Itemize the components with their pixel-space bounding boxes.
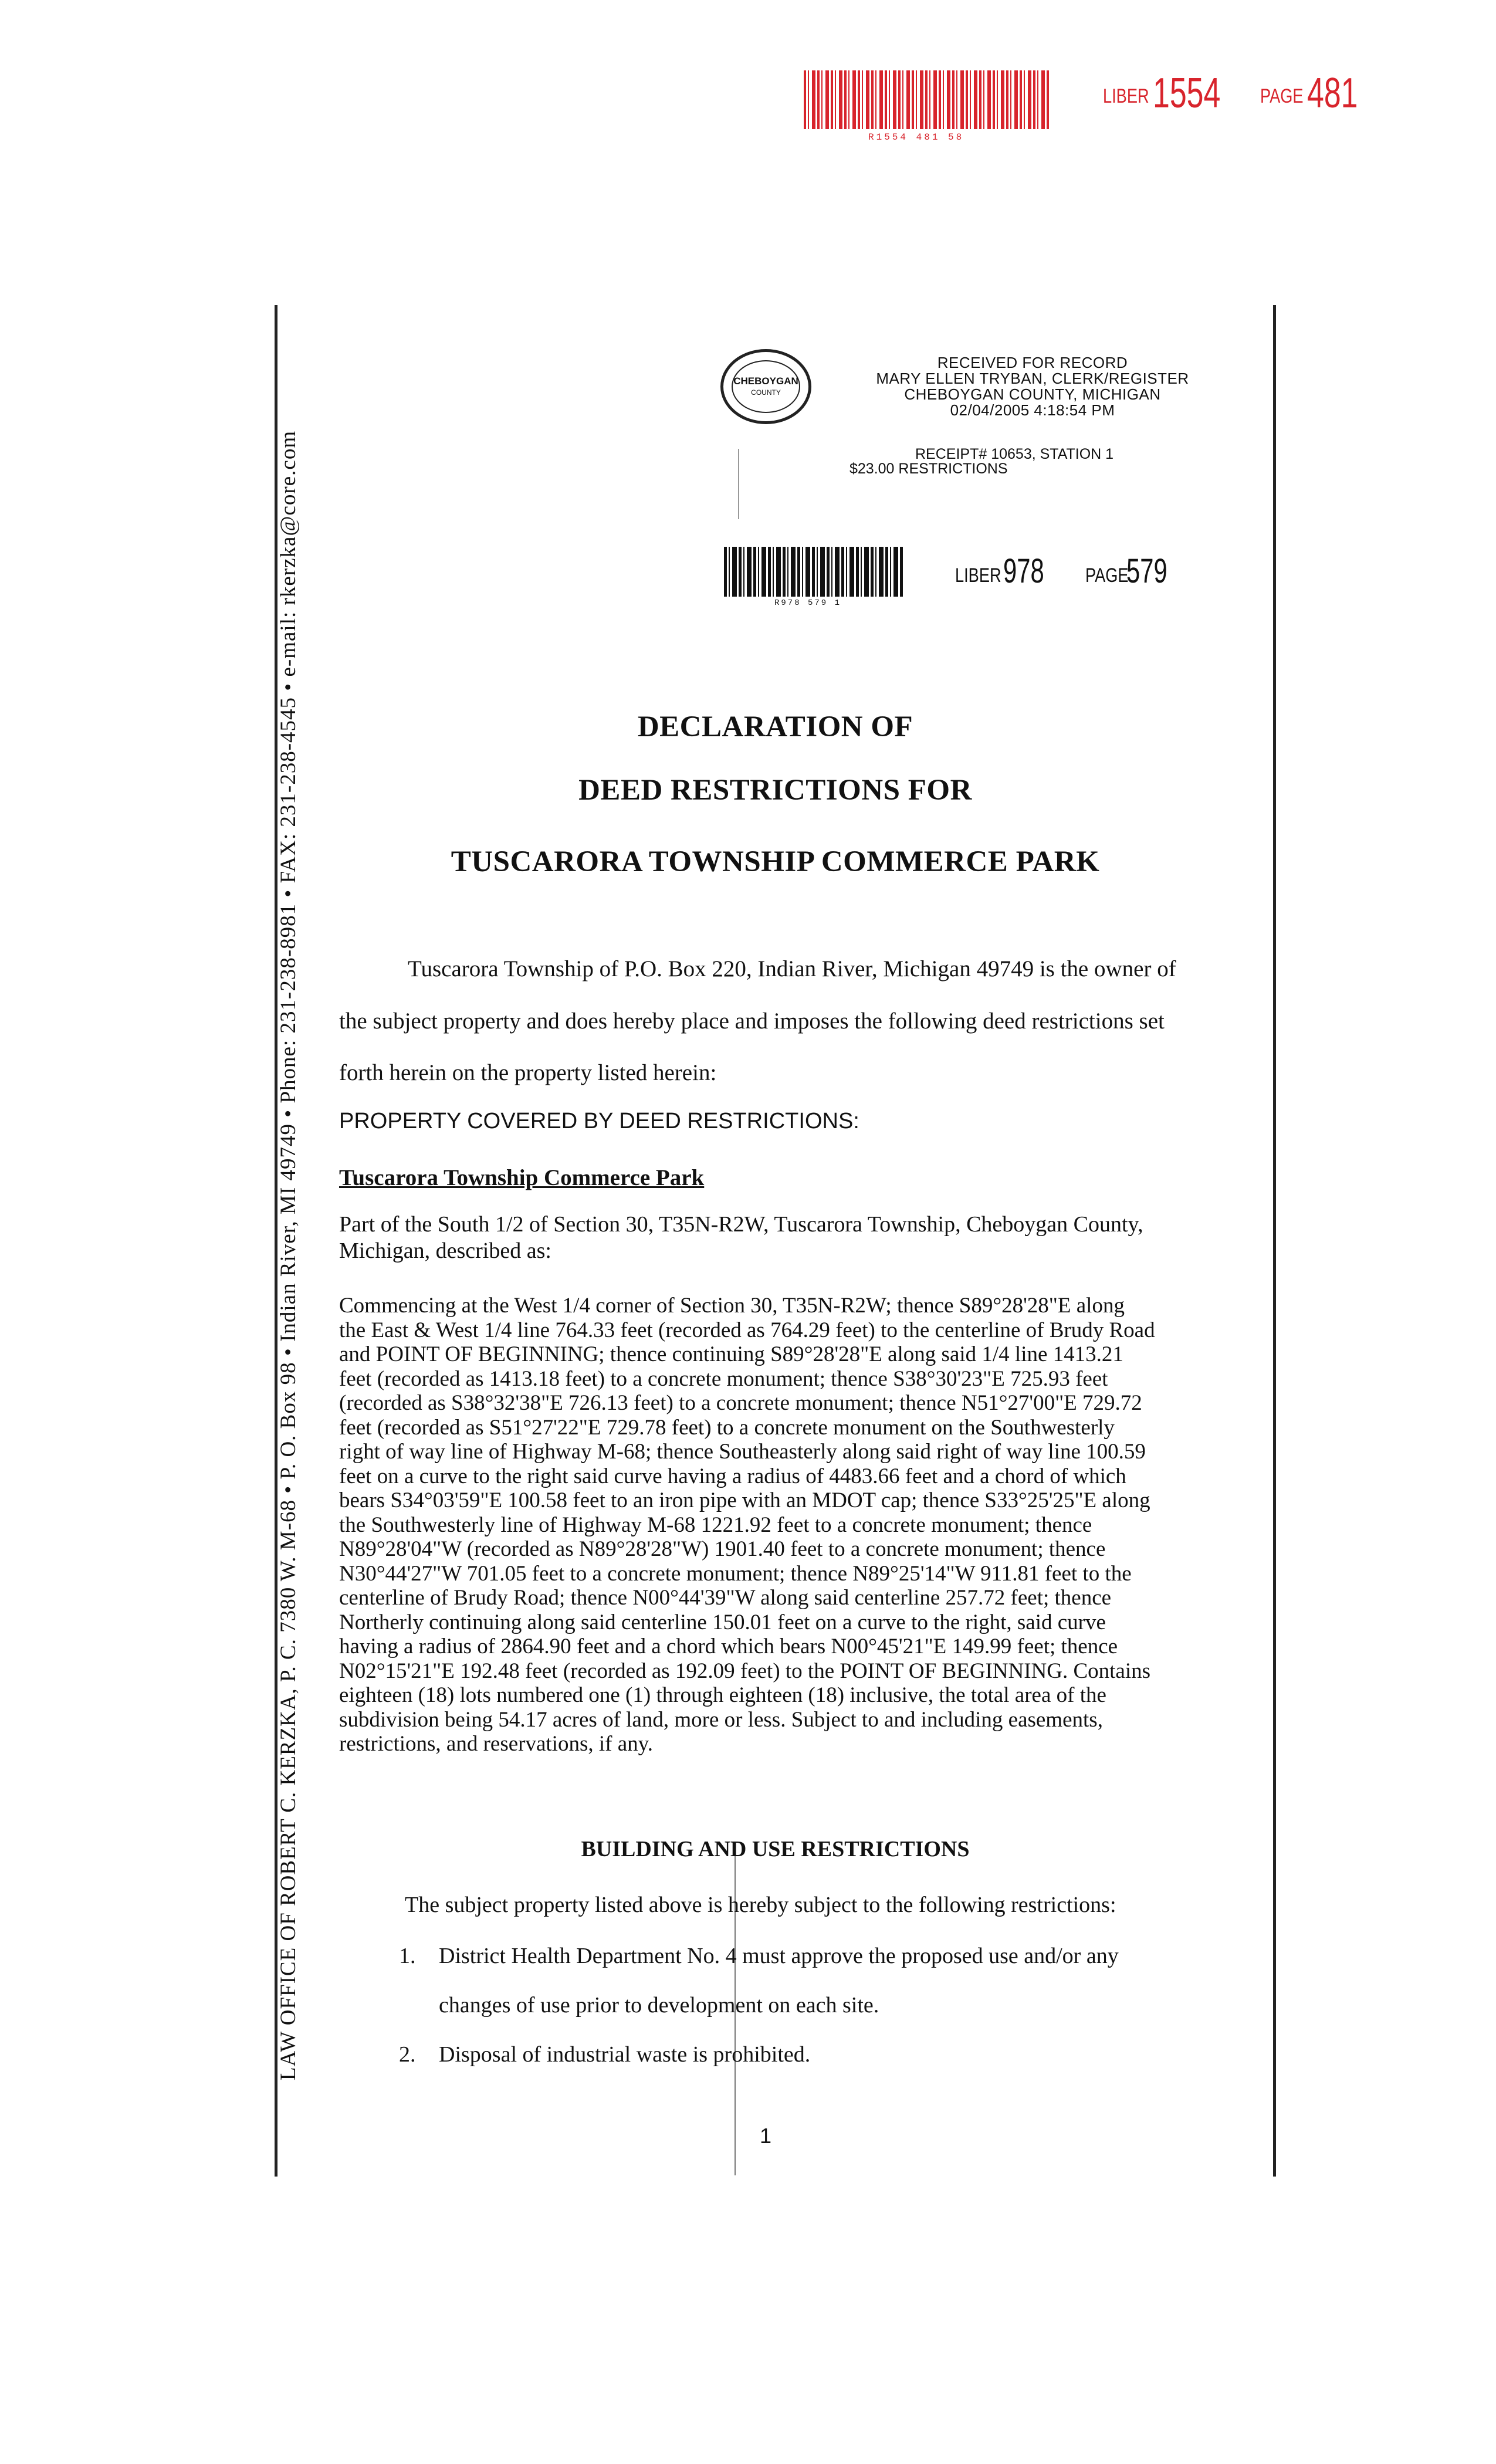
part-description — [339, 1211, 1219, 1264]
legal-line: right of way line of Highway M-68; thence Southeasterly along said right of way line 100.59 — [339, 1440, 1146, 1464]
document-title-line-1: DECLARATION OF — [637, 710, 913, 743]
document-title-line-2: DEED RESTRICTIONS FOR — [578, 774, 972, 807]
red-barcode-number: R1554 481 58 — [868, 132, 964, 143]
part-line: Part of the South 1/2 of Section 30, T35N-R2W, Tuscarora Township, Cheboygan County, — [339, 1212, 1143, 1237]
legal-line: N30°44'27"W 701.05 feet to a concrete monument; thence N89°25'14"W 911.81 feet to the — [339, 1561, 1132, 1586]
right-border-line — [1273, 305, 1276, 2177]
item-number: 2. — [399, 2042, 416, 2067]
legal-line: subdivision being 54.17 acres of land, more or less. Subject to and including easements, — [339, 1707, 1103, 1732]
subject-line: The subject property listed above is hereby subject to the following restrictions: — [405, 1893, 1116, 1917]
red-liber-label: LIBER — [1103, 85, 1149, 107]
red-barcode — [804, 70, 1050, 129]
legal-line: feet (recorded as S51°27'22"E 729.78 feet) to a concrete monument on the Southwesterly — [339, 1415, 1115, 1440]
receipt-fee: $23.00 RESTRICTIONS — [849, 461, 1008, 477]
legal-line: the Southwesterly line of Highway M-68 1221.92 feet to a concrete monument; thence — [339, 1512, 1092, 1537]
intro-line: Tuscarora Township of P.O. Box 220, Indian River, Michigan 49749 is the owner of — [408, 956, 1176, 981]
page-value: 579 — [1126, 552, 1167, 590]
black-barcode-number: R978 579 1 — [774, 598, 842, 608]
intro-line: forth herein on the property listed herein: — [339, 1060, 717, 1085]
legal-line: N02°15'21"E 192.48 feet (recorded as 192.09 feet) to the POINT OF BEGINNING. Contains — [339, 1659, 1151, 1683]
liber-label: LIBER — [955, 564, 1001, 587]
receipt-number: RECEIPT# 10653, STATION 1 — [915, 446, 1114, 462]
legal-line: Commencing at the West 1/4 corner of Section 30, T35N-R2W; thence S89°28'28"E along — [339, 1294, 1125, 1318]
legal-line: centerline of Brudy Road; thence N00°44'39"W along said centerline 257.72 feet; thence — [339, 1586, 1112, 1610]
property-heading: PROPERTY COVERED BY DEED RESTRICTIONS: — [339, 1109, 859, 1133]
legal-line: bears S34°03'59"E 100.58 feet to an iron pipe with an MDOT cap; thence S33°25'25"E along — [339, 1488, 1150, 1512]
red-page-label: PAGE — [1260, 85, 1304, 107]
intro-line: the subject property and does hereby place and imposes the following deed restrictions set — [339, 1008, 1165, 1034]
building-use-heading: BUILDING AND USE RESTRICTIONS — [581, 1837, 970, 1861]
item-number: 1. — [399, 1944, 416, 1968]
legal-line: feet (recorded as 1413.18 feet) to a concrete monument; thence S38°30'23"E 725.93 feet — [339, 1366, 1108, 1391]
liber-value: 978 — [1003, 552, 1044, 590]
legal-description — [339, 1294, 1254, 1756]
law-office-margin-text: LAW OFFICE OF ROBERT C. KERZKA, P. C. 7380 W. M-68 • P. O. Box 98 • Indian River, MI 49749 • Phone: 231-238-8981 • FAX: 231-238-4545 • e-mail: rkerzka@core.com — [276, 430, 300, 2081]
recording-line: RECEIVED FOR RECORD — [937, 354, 1128, 371]
part-line: Michigan, described as: — [339, 1238, 551, 1263]
legal-line: restrictions, and reservations, if any. — [339, 1732, 653, 1756]
page-number: 1 — [760, 2124, 772, 2148]
item-text: District Health Department No. 4 must approve the proposed use and/or any — [439, 1944, 1119, 1968]
legal-line: eighteen (18) lots numbered one (1) through eighteen (18) inclusive, the total area of the — [339, 1683, 1106, 1707]
recording-stamp — [857, 355, 1209, 418]
red-page-value: 481 — [1307, 70, 1358, 117]
recording-line: 02/04/2005 4:18:54 PM — [950, 401, 1115, 419]
legal-line: and POINT OF BEGINNING; thence continuing S89°28'28"E along said 1/4 line 1413.21 — [339, 1342, 1123, 1366]
seal-text: CHEBOYGAN — [733, 375, 798, 387]
red-liber-value: 1554 — [1153, 70, 1221, 117]
item-text: Disposal of industrial waste is prohibited. — [439, 2042, 811, 2067]
legal-line: (recorded as S38°32'38"E 726.13 feet) to a concrete monument; thence N51°27'00"E 729.72 — [339, 1391, 1142, 1415]
black-barcode — [724, 547, 903, 597]
county-seal-icon — [720, 349, 811, 424]
park-heading: Tuscarora Township Commerce Park — [339, 1165, 705, 1190]
recording-line: MARY ELLEN TRYBAN, CLERK/REGISTER — [876, 370, 1189, 387]
legal-line: Northerly continuing along said centerline 150.01 feet on a curve to the right, said curve — [339, 1610, 1106, 1634]
stamp-divider — [738, 449, 739, 519]
seal-subtext: COUNTY — [751, 388, 781, 397]
document-title-line-3: TUSCARORA TOWNSHIP COMMERCE PARK — [451, 845, 1100, 878]
legal-line: having a radius of 2864.90 feet and a chord which bears N00°45'21"E 149.99 feet; thence — [339, 1634, 1118, 1659]
item-continuation: changes of use prior to development on each site. — [439, 1993, 879, 2018]
legal-line: the East & West 1/4 line 764.33 feet (recorded as 764.29 feet) to the centerline of Brudy Road — [339, 1318, 1155, 1342]
legal-line: N89°28'04"W (recorded as N89°28'28"W) 1901.40 feet to a concrete monument; thence — [339, 1537, 1106, 1561]
recording-line: CHEBOYGAN COUNTY, MICHIGAN — [904, 385, 1161, 403]
page-label: PAGE — [1085, 564, 1129, 587]
legal-line: feet on a curve to the right said curve having a radius of 4483.66 feet and a chord of which — [339, 1464, 1126, 1488]
